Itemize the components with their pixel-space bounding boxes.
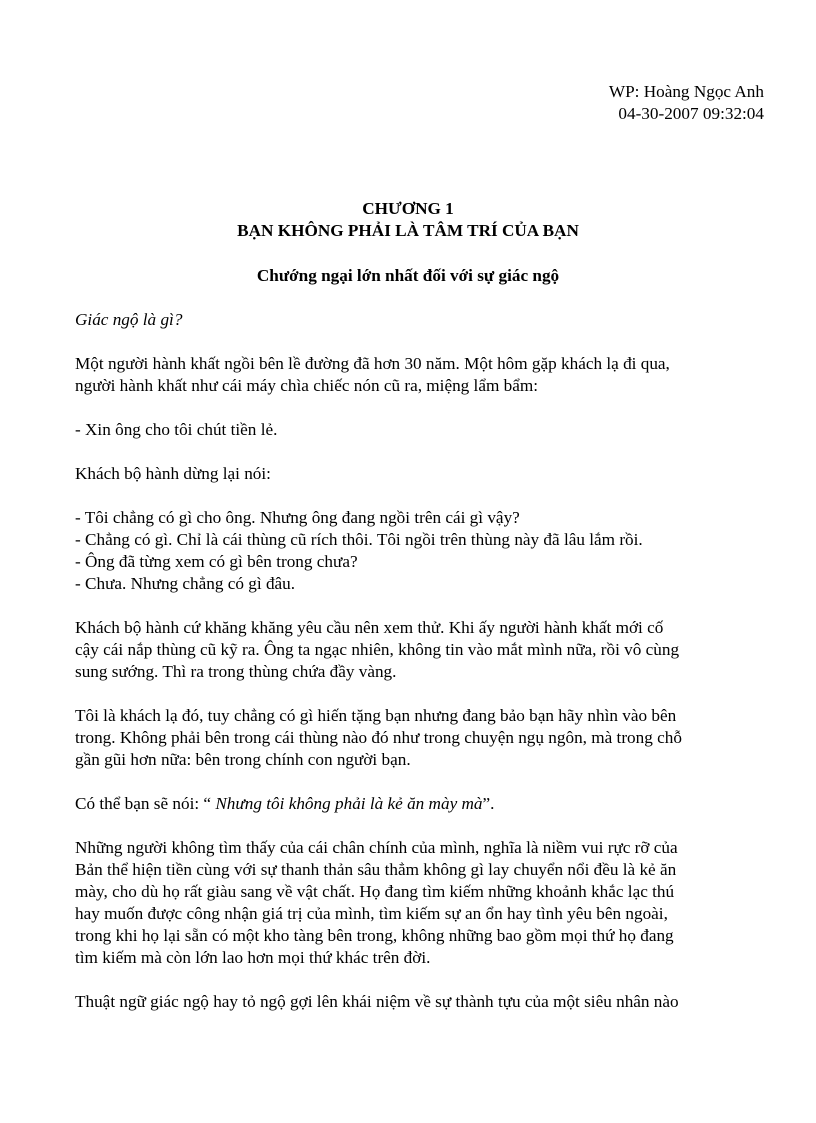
paragraph-1: Một người hành khất ngồi bên lề đường đã hơn 30 năm. Một hôm gặp khách lạ đi qua, người hành khất như cái máy chìa chiếc nón cũ ra, miệng lẩm bẩm: <box>75 354 670 395</box>
paragraph-8: Thuật ngữ giác ngộ hay tỏ ngộ gợi lên khái niệm về sự thành tựu của một siêu nhân nào <box>75 992 679 1011</box>
dialogue-line: - Tôi chẳng có gì cho ông. Nhưng ông đang ngồi trên cái gì vậy? <box>75 508 520 527</box>
timestamp: 04-30-2007 09:32:04 <box>618 104 764 123</box>
paragraph-6: Có thể bạn sẽ nói: “ Nhưng tôi không phải là kẻ ăn mày mà”. <box>75 794 495 813</box>
paragraph-7: Những người không tìm thấy của cái chân chính của mình, nghĩa là niềm vui rực rỡ của Bản thể hiện tiền cùng với sự thanh thản sâu thẳm không gì lay chuyển nổi đều là kẻ ăn mày, cho dù họ rất giàu sang về vật chất. Họ đang tìm kiếm những khoảnh khắc lạc thú hay muốn được công nhận giá trị của mình, tìm kiếm sự an ổn hay tình yêu bên ngoài, trong khi họ lại sẵn có một kho tàng bên trong, không những bao gồm mọi thứ họ đang tìm kiếm mà còn lớn lao hơn mọi thứ khác trên đời. <box>75 838 678 967</box>
paragraph-4: Khách bộ hành cứ khăng khăng yêu cầu nên xem thử. Khi ấy người hành khất mới cố cậy cái nắp thùng cũ kỹ ra. Ông ta ngạc nhiên, không tin vào mắt mình nữa, rồi vô cùng sung sướng. Thì ra trong thùng chứa đầy vàng. <box>75 618 680 681</box>
paragraph-5: Tôi là khách lạ đó, tuy chẳng có gì hiến tặng bạn nhưng đang bảo bạn hãy nhìn vào bên trong. Không phải bên trong cái thùng nào đó như trong chuyện ngụ ngôn, mà trong chỗ gần gũi hơn nữa: bên trong chính con người bạn. <box>75 706 682 769</box>
chapter-heading <box>0 198 816 242</box>
author-line: WP: Hoàng Ngọc Anh <box>608 82 764 101</box>
dialogue <box>75 507 755 595</box>
chapter-title: BẠN KHÔNG PHẢI LÀ TÂM TRÍ CỦA BẠN <box>237 221 579 240</box>
paragraph-3: Khách bộ hành dừng lại nói: <box>75 464 271 483</box>
paragraph-2: - Xin ông cho tôi chút tiền lẻ. <box>75 420 278 439</box>
document-body <box>75 309 755 1013</box>
dialogue-line: - Chưa. Nhưng chẳng có gì đâu. <box>75 574 296 593</box>
chapter-subtitle: Chướng ngại lớn nhất đối với sự giác ngộ <box>256 266 560 285</box>
chapter-number: CHƯƠNG 1 <box>362 199 454 218</box>
dialogue-line: - Ông đã từng xem có gì bên trong chưa? <box>75 552 358 571</box>
dialogue-line: - Chẳng có gì. Chỉ là cái thùng cũ rích thôi. Tôi ngồi trên thùng này đã lâu lắm rồi. <box>75 530 643 549</box>
section-question: Giác ngộ là gì? <box>75 310 183 329</box>
document-header <box>609 81 764 125</box>
